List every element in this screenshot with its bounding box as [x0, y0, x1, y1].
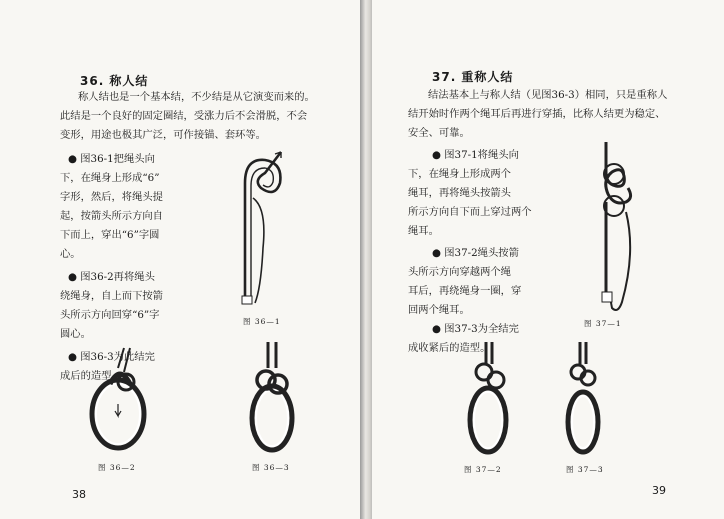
- intro-line: 安全、可靠。: [408, 127, 470, 139]
- page-number: 38: [72, 488, 86, 501]
- figure-caption: 图 37—3: [566, 465, 604, 474]
- figure-caption: 图 36—3: [252, 463, 290, 472]
- step-line: 成后的造型。: [60, 370, 122, 382]
- figure-caption: 图 36—1: [243, 317, 281, 326]
- step-line: 下，在绳身上形成“6”: [60, 172, 160, 184]
- step-line: ● 图37-2绳头按箭: [432, 247, 519, 259]
- step-line: 成收紧后的造型。: [408, 342, 491, 354]
- page-number: 39: [652, 484, 666, 497]
- step-line: ● 图37-3为全结完: [432, 323, 519, 335]
- figure-37-3-knot-illustration: [558, 340, 612, 458]
- figure-37-1-knot-illustration: [582, 132, 662, 322]
- step-line: 起，按箭头所示方向自: [60, 210, 163, 222]
- step-line: 心。: [60, 248, 81, 260]
- figure-caption: 图 36—2: [98, 463, 136, 472]
- step-line: 字形，然后，将绳头提: [60, 191, 163, 203]
- figure-caption: 图 37—1: [584, 319, 622, 328]
- intro-line: 结开始时作两个绳耳后再进行穿插，比称人结更为稳定、: [408, 108, 666, 120]
- step-line: ● 图37-1将绳头向: [432, 149, 519, 161]
- figure-caption: 图 37—2: [464, 465, 502, 474]
- step-line: 所示方向自下而上穿过两个: [408, 206, 532, 218]
- figure-36-3-knot-illustration: [238, 340, 308, 456]
- step-line: 绳耳。: [408, 225, 439, 237]
- figure-36-2-knot-illustration: [80, 344, 160, 454]
- step-line: 头所示方向回穿“6”字: [60, 309, 160, 321]
- step-line: ● 图36-1把绳头向: [68, 153, 155, 165]
- page-title: 36. 称人结: [80, 74, 149, 88]
- step-line: 耳后，再绕绳身一圈，穿: [408, 285, 522, 297]
- step-line: 回两个绳耳。: [408, 304, 470, 316]
- intro-line: 此结是一个良好的固定圈结，受涨力后不会滑脱，不会: [60, 110, 308, 122]
- step-line: 圆心。: [60, 328, 91, 340]
- right-page: [372, 0, 724, 519]
- step-line: 头所示方向穿越两个绳: [408, 266, 511, 278]
- step-line: 绕绳身，自上而下按箭: [60, 290, 163, 302]
- step-line: 下，在绳身上形成两个: [408, 168, 511, 180]
- figure-37-2-knot-illustration: [460, 340, 520, 458]
- figure-36-1-knot-illustration: [225, 138, 305, 318]
- step-line: ● 图36-3为此结完: [68, 351, 155, 363]
- step-line: 绳耳，再将绳头按箭头: [408, 187, 511, 199]
- intro-line: 变形，用途也极其广泛，可作接锚、套环等。: [60, 129, 266, 141]
- page-title: 37. 重称人结: [432, 70, 514, 84]
- intro-line: 结法基本上与称人结（见图36-3）相同，只是重称人: [428, 89, 668, 101]
- step-line: ● 图36-2再将绳头: [68, 271, 155, 283]
- intro-line: 称人结也是一个基本结，不少结是从它演变而来的。: [78, 91, 315, 103]
- step-line: 下而上，穿出“6”字圆: [60, 229, 160, 241]
